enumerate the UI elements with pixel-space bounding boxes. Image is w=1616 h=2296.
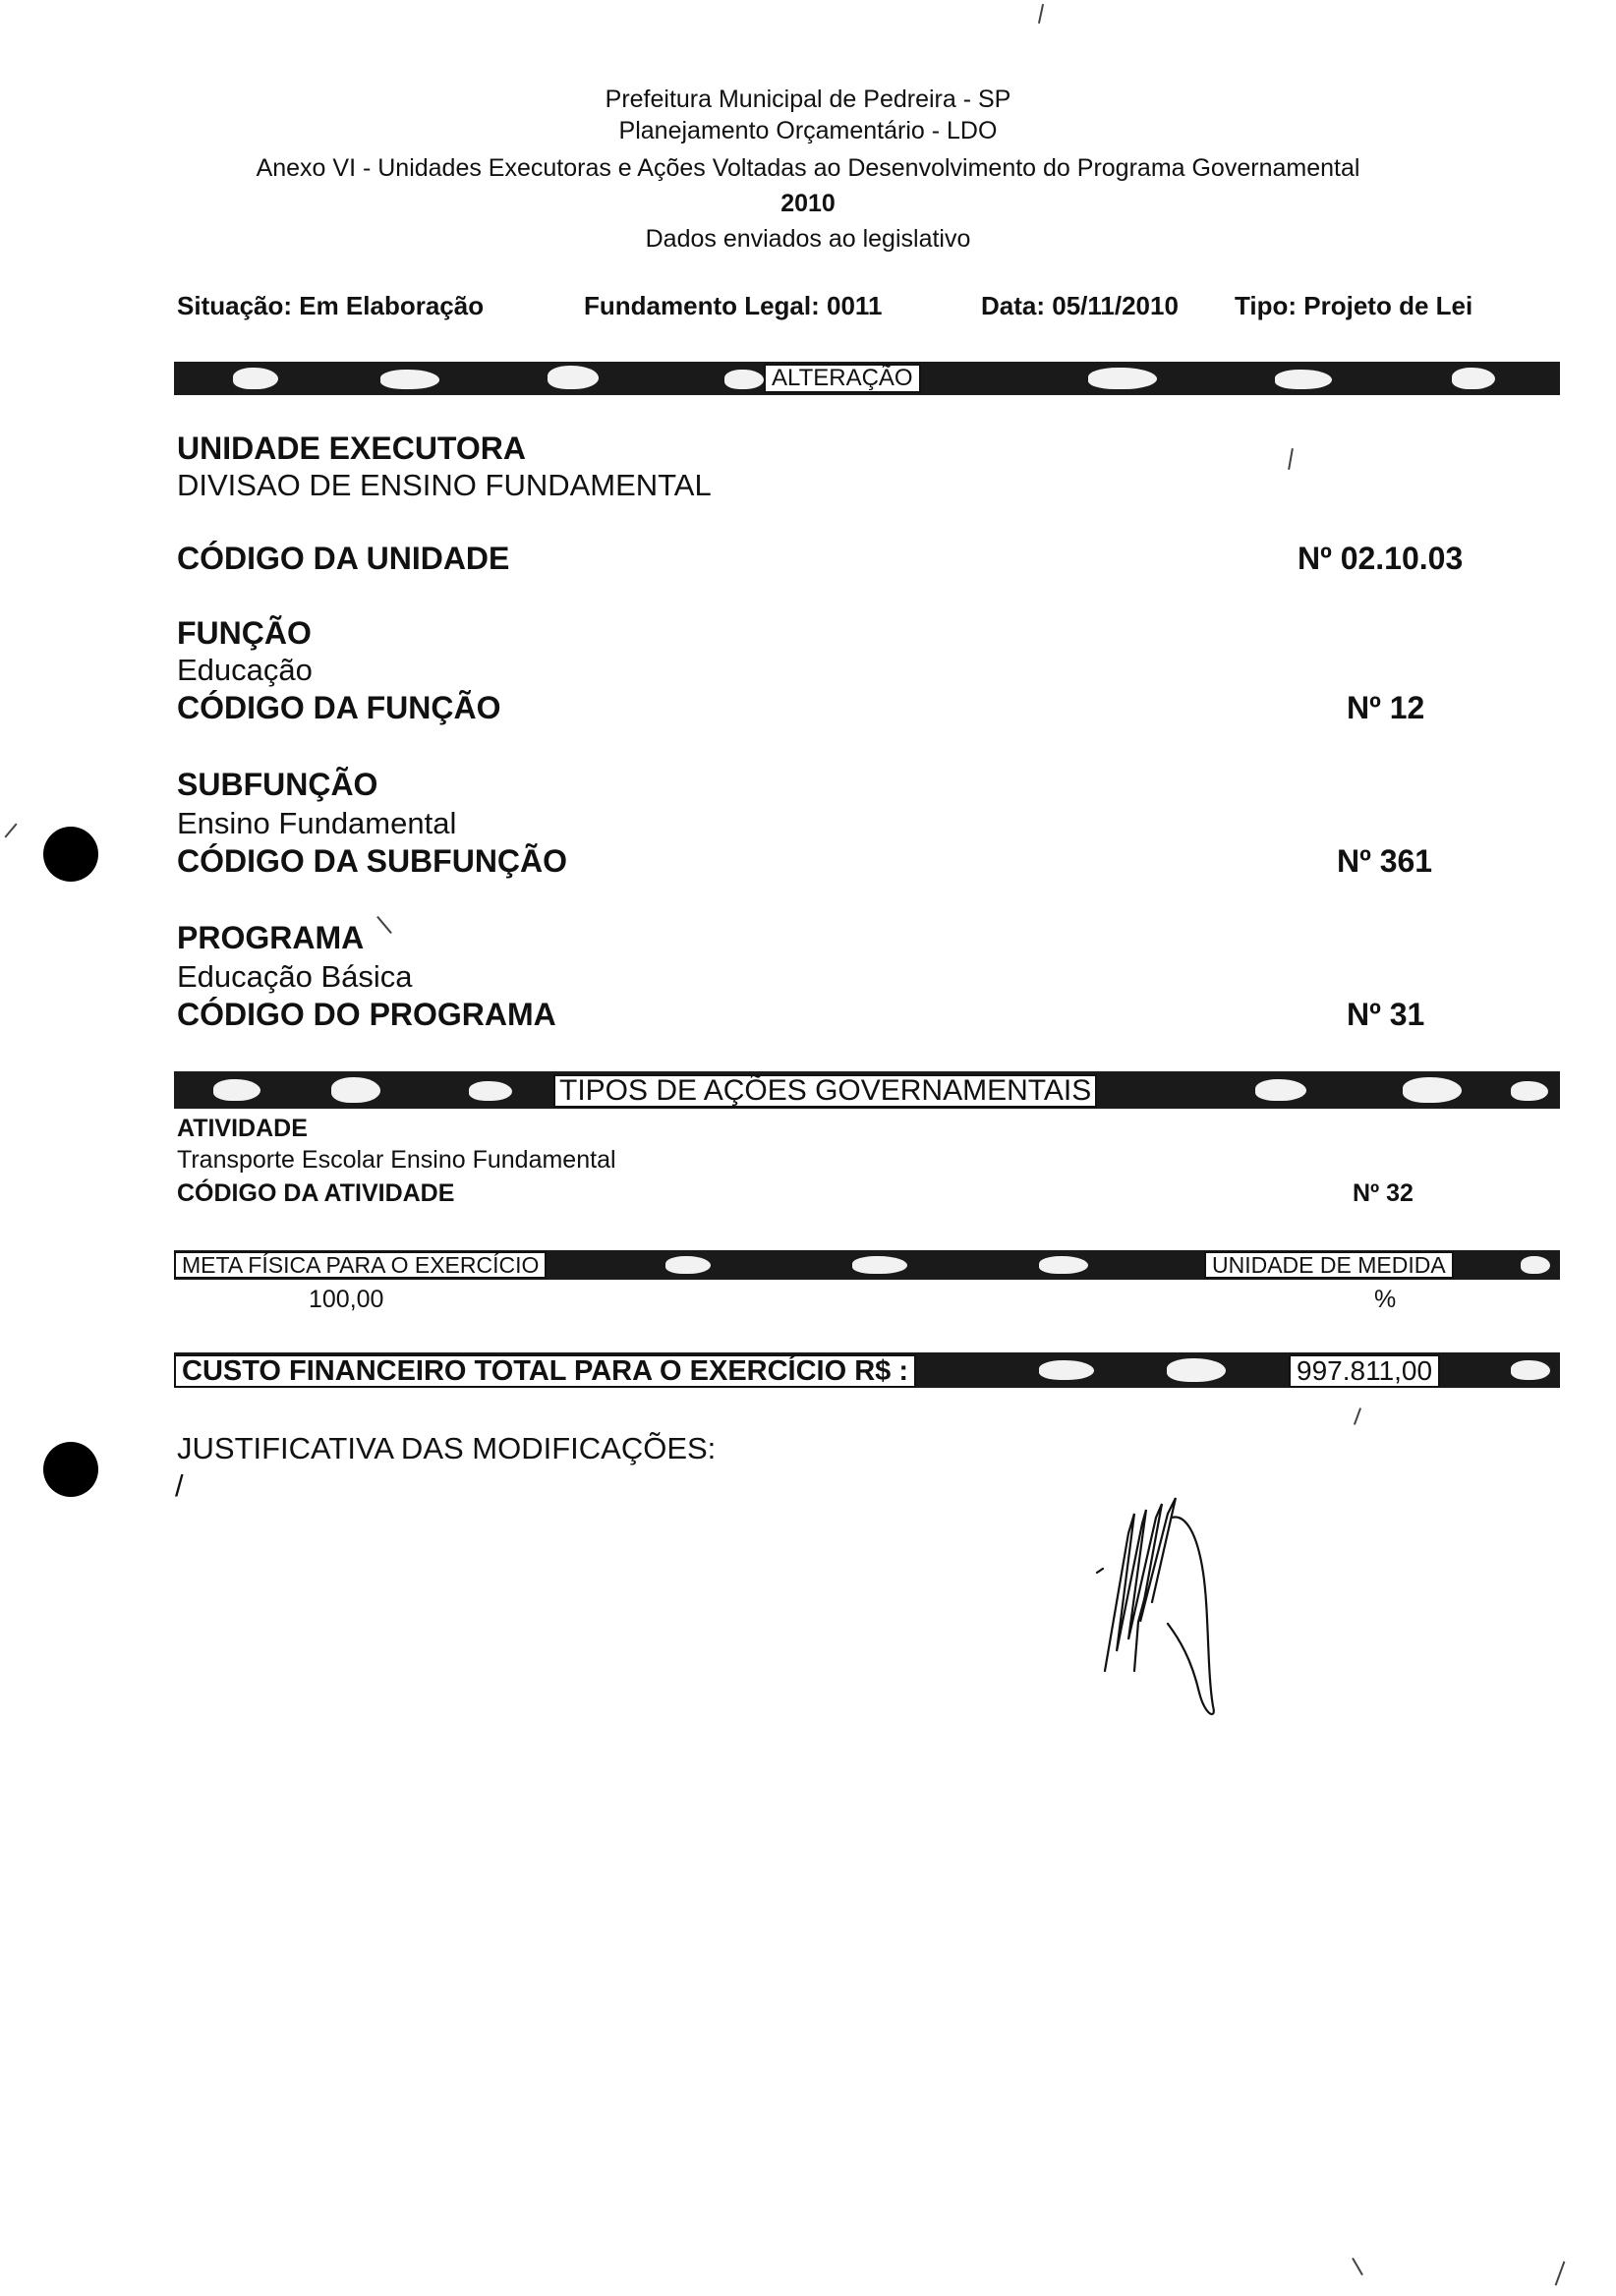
subfuncao-code-label: CÓDIGO DA SUBFUNÇÃO <box>177 843 568 879</box>
scan-mark <box>1038 4 1044 24</box>
situacao: Situação: Em Elaboração <box>177 291 485 320</box>
unidade-name: DIVISAO DE ENSINO FUNDAMENTAL <box>177 468 712 502</box>
scan-mark <box>1352 2258 1363 2275</box>
programa-name: Educação Básica <box>177 959 413 994</box>
scan-mark <box>1288 448 1294 470</box>
unidade-medida-label: UNIDADE DE MEDIDA <box>1204 1251 1454 1279</box>
atividade-code: Nº 32 <box>1353 1179 1414 1207</box>
funcao-title: FUNÇÃO <box>177 615 312 651</box>
header-year: 2010 <box>780 190 836 217</box>
meta-fisica-label: META FÍSICA PARA O EXERCÍCIO <box>174 1251 547 1279</box>
funcao-code-label: CÓDIGO DA FUNÇÃO <box>177 690 501 725</box>
header-line-1: Prefeitura Municipal de Pedreira - SP <box>605 86 1011 113</box>
punch-hole-top <box>43 827 98 882</box>
header-line-3: Anexo VI - Unidades Executoras e Ações Voltadas ao Desenvolvimento do Programa Governamental <box>256 154 1360 182</box>
punch-hole-bottom <box>43 1442 98 1497</box>
tipo: Tipo: Projeto de Lei <box>1235 291 1473 320</box>
alteracao-label: ALTERAÇÃO <box>764 364 921 393</box>
meta-fisica-band <box>174 1250 1560 1280</box>
custo-band <box>174 1352 1560 1388</box>
programa-code-label: CÓDIGO DO PROGRAMA <box>177 997 556 1032</box>
programa-code: Nº 31 <box>1347 997 1425 1032</box>
programa-title: PROGRAMA <box>177 920 365 955</box>
signature-mark <box>1077 1474 1274 1730</box>
scan-mark <box>1354 1407 1361 1425</box>
custo-label: CUSTO FINANCEIRO TOTAL PARA O EXERCÍCIO R$ : <box>174 1354 916 1388</box>
header-line-5: Dados enviados ao legislativo <box>645 225 971 253</box>
subfuncao-name: Ensino Fundamental <box>177 806 457 840</box>
atividade-code-label: CÓDIGO DA ATIVIDADE <box>177 1179 455 1207</box>
alteracao-band <box>174 362 1560 395</box>
atividade-name: Transporte Escolar Ensino Fundamental <box>177 1146 616 1174</box>
fundamento-legal: Fundamento Legal: 0011 <box>584 291 883 320</box>
data: Data: 05/11/2010 <box>981 291 1179 320</box>
scan-mark <box>1555 2261 1566 2285</box>
unidade-code: Nº 02.10.03 <box>1298 541 1464 576</box>
unidade-medida-value: % <box>1374 1286 1397 1313</box>
funcao-name: Educação <box>177 653 313 687</box>
subfuncao-title: SUBFUNÇÃO <box>177 767 378 802</box>
justificativa-label: JUSTIFICATIVA DAS MODIFICAÇÕES: <box>177 1431 717 1465</box>
unidade-title: UNIDADE EXECUTORA <box>177 430 526 466</box>
tipos-acoes-label: TIPOS DE AÇÕES GOVERNAMENTAIS <box>553 1074 1097 1108</box>
funcao-code: Nº 12 <box>1347 690 1425 725</box>
scan-mark <box>4 823 17 837</box>
justificativa-text: / <box>175 1468 184 1503</box>
header-line-2: Planejamento Orçamentário - LDO <box>618 117 998 144</box>
subfuncao-code: Nº 361 <box>1337 843 1433 879</box>
custo-value: 997.811,00 <box>1289 1354 1440 1388</box>
tipos-acoes-band <box>174 1071 1560 1109</box>
unidade-code-label: CÓDIGO DA UNIDADE <box>177 541 510 576</box>
scan-mark <box>376 916 392 934</box>
atividade-title: ATIVIDADE <box>177 1115 308 1142</box>
meta-fisica-value: 100,00 <box>309 1286 384 1313</box>
